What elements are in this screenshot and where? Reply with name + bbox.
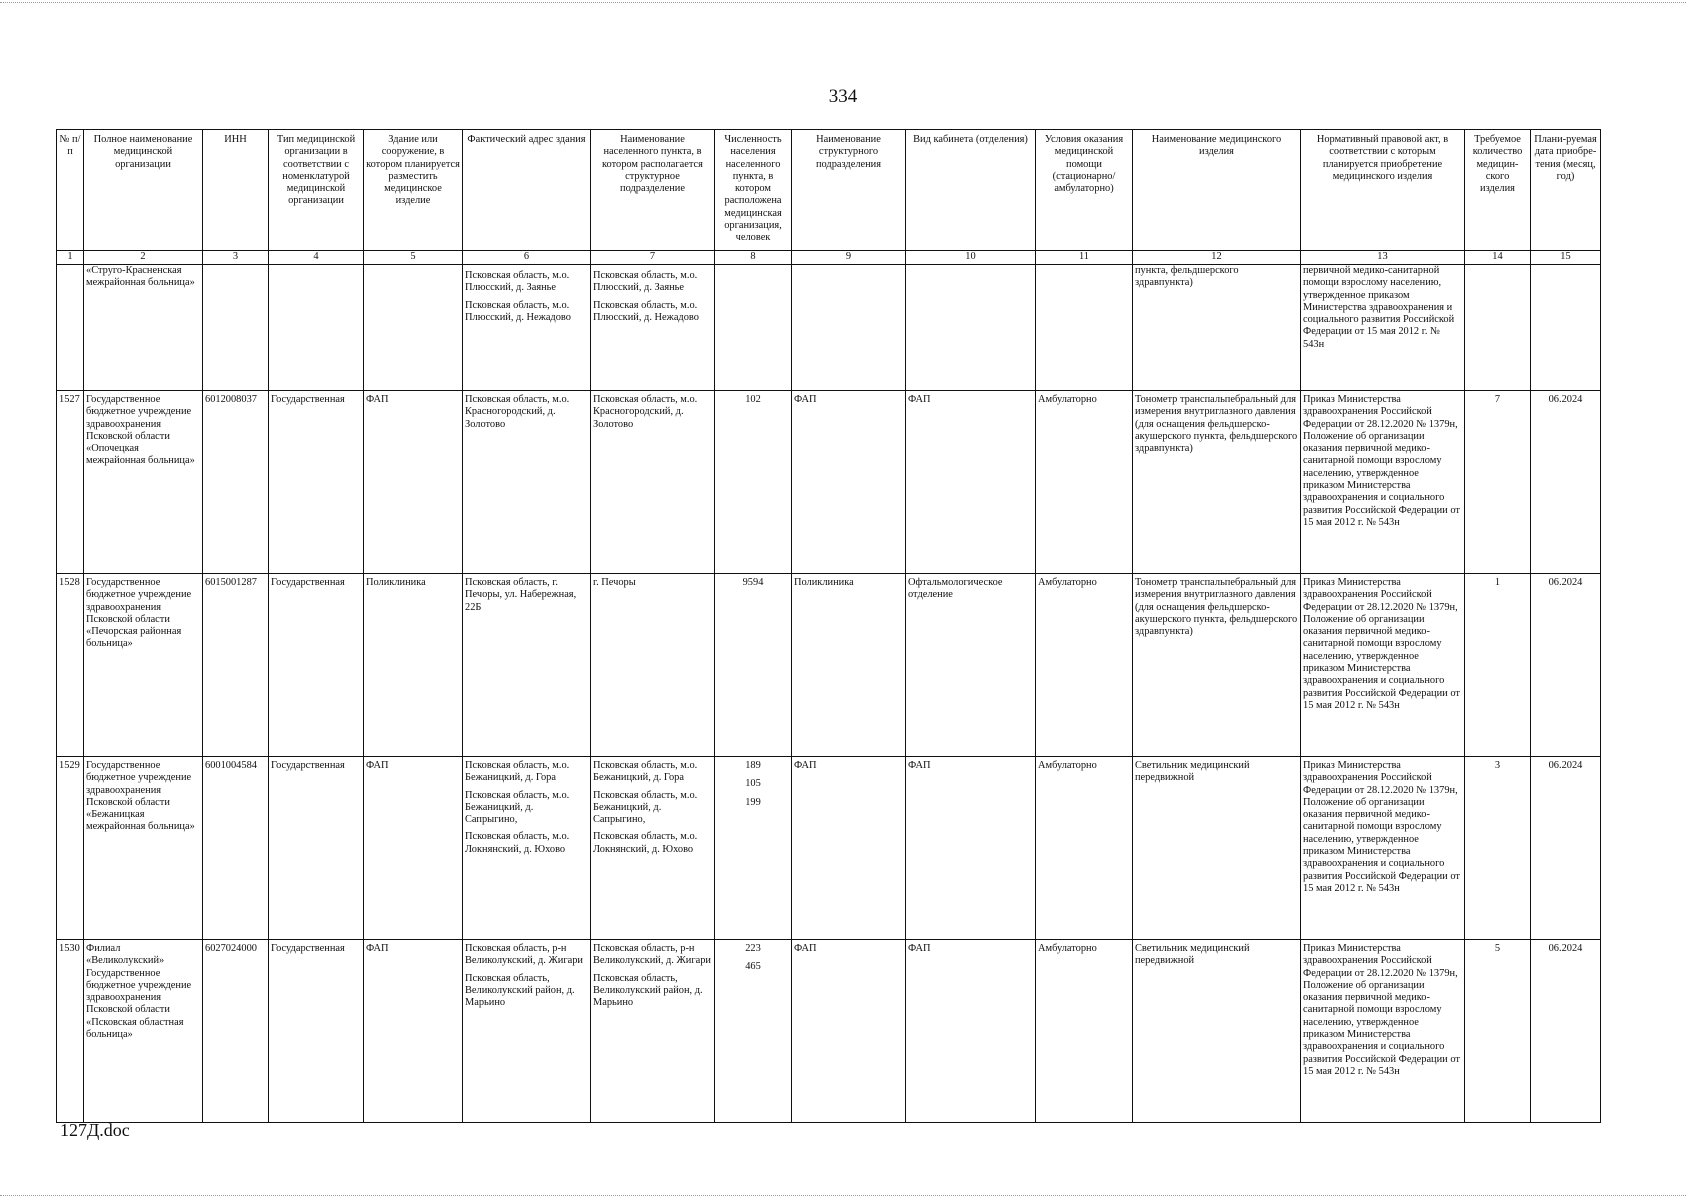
locality-line: Псковская область, м.о. Плюсский, д. Нежадово — [593, 299, 699, 323]
column-number: 12 — [1133, 251, 1301, 265]
cell-addr — [463, 265, 591, 391]
cell-locality — [591, 391, 715, 574]
population-value: 105 — [745, 778, 761, 790]
header-cell: Вид кабинета (отделения) — [906, 130, 1036, 251]
population-value: 102 — [745, 394, 761, 405]
population-value: 189 — [745, 760, 761, 771]
cell-act: Приказ Министерства здравоохранения Российской Федерации от 28.12.2020 № 1379н, Положение об организации оказания первичной медико-санитарной помощи взрослому населению, утвержденное приказом Министерства здравоохранения и социального развития Российской Федерации от 15 мая 2012 г. № 543н — [1301, 391, 1465, 574]
cell-unit: Поликлиника — [792, 574, 906, 757]
cell-addr — [463, 940, 591, 1123]
locality-line: Псковская область, м.о. Плюсский, д. Заянье — [593, 270, 698, 294]
cell-act: Приказ Министерства здравоохранения Российской Федерации от 28.12.2020 № 1379н, Положение об организации оказания первичной медико-санитарной помощи взрослому населению, утвержденное приказом Министерства здравоохранения и социального развития Российской Федерации от 15 мая 2012 г. № 543н — [1301, 574, 1465, 757]
cell-act: Приказ Министерства здравоохранения Российской Федерации от 28.12.2020 № 1379н, Положение об организации оказания первичной медико-санитарной помощи взрослому населению, утвержденное приказом Министерства здравоохранения и социального развития Российской Федерации от 15 мая 2012 г. № 543н — [1301, 757, 1465, 940]
column-number: 14 — [1465, 251, 1531, 265]
cell-device: пункта, фельдшерского здравпункта) — [1133, 265, 1301, 391]
header-cell: Тип медицинской организации в соответствии с номенклатурой медицинской организации — [269, 130, 364, 251]
column-number: 15 — [1531, 251, 1601, 265]
locality-line: Псковская область, м.о. Бежаницкий, д. Сапрыгино, — [593, 789, 698, 826]
column-number: 7 — [591, 251, 715, 265]
header-cell: № п/п — [57, 130, 84, 251]
cell-type: Государственная — [269, 940, 364, 1123]
cell-inn: 6015001287 — [203, 574, 269, 757]
column-number: 5 — [364, 251, 463, 265]
locality-line: Псковская область, р-н Великолукский, д. Жигари — [593, 943, 711, 967]
address-line: Псковская область, м.о. Плюсский, д. Нежадово — [465, 299, 571, 323]
cell-population — [715, 757, 792, 940]
table-row-continuation — [57, 265, 1601, 391]
column-number: 9 — [792, 251, 906, 265]
cell-type: Государственная — [269, 391, 364, 574]
cell-device: Светильник медицинский передвижной — [1133, 757, 1301, 940]
header-cell: Полное наименование медицинской организации — [84, 130, 203, 251]
address-line: Псковская область, р-н Великолукский, д. Жигари — [465, 943, 583, 967]
cell-type: Государственная — [269, 574, 364, 757]
cell-inn — [203, 265, 269, 391]
cell-conditions — [1036, 265, 1133, 391]
header-cell: Численность населения населенного пункта, в котором расположена медицинская организация, человек — [715, 130, 792, 251]
header-cell: Фактический адрес здания — [463, 130, 591, 251]
column-number: 2 — [84, 251, 203, 265]
column-number: 11 — [1036, 251, 1133, 265]
cell-qty — [1465, 265, 1531, 391]
header-cell: Требуемое количество медицин-ского изделия — [1465, 130, 1531, 251]
cell-qty: 5 — [1465, 940, 1531, 1123]
cell-act: первичной медико-санитарной помощи взрослому населению, утвержденное приказом Министерства здравоохранения и социального развития Российской Федерации от 15 мая 2012 г. № 543н — [1301, 265, 1465, 391]
locality-line: Псковская область, м.о. Локнянский, д. Юхово — [593, 831, 698, 855]
address-line: Псковская область, м.о. Красногородский, д. Золотово — [465, 394, 570, 430]
cell-num: 1529 — [57, 757, 84, 940]
cell-inn: 6027024000 — [203, 940, 269, 1123]
cell-room: ФАП — [906, 757, 1036, 940]
cell-addr — [463, 757, 591, 940]
cell-conditions: Амбулаторно — [1036, 574, 1133, 757]
cell-locality — [591, 265, 715, 391]
header-row — [57, 130, 1601, 251]
cell-unit: ФАП — [792, 757, 906, 940]
cell-inn: 6012008037 — [203, 391, 269, 574]
column-number-row — [57, 251, 1601, 265]
registry-table — [56, 129, 1601, 1123]
address-line: Псковская область, м.о. Плюсский, д. Заянье — [465, 270, 570, 294]
cell-act: Приказ Министерства здравоохранения Российской Федерации от 28.12.2020 № 1379н, Положение об организации оказания первичной медико-санитарной помощи взрослому населению, утвержденное приказом Министерства здравоохранения и социального развития Российской Федерации от 15 мая 2012 г. № 543н — [1301, 940, 1465, 1123]
cell-org: Государственное бюджетное учреждение здравоохранения Псковской области «Бежаницкая межрайонная больница» — [84, 757, 203, 940]
header-cell: Наименование медицинского изделия — [1133, 130, 1301, 251]
column-number: 6 — [463, 251, 591, 265]
cell-conditions: Амбулаторно — [1036, 391, 1133, 574]
cell-org: Филиал «Великолукский» Государственное бюджетное учреждение здравоохранения Псковской области «Псковская областная больница» — [84, 940, 203, 1123]
address-line: Псковская область, г. Печоры, ул. Набережная, 22Б — [465, 577, 577, 613]
cell-locality — [591, 574, 715, 757]
address-line: Псковская область, м.о. Локнянский, д. Юхово — [465, 831, 570, 855]
page-number: 334 — [828, 86, 858, 107]
cell-addr — [463, 391, 591, 574]
scan-edge-top — [0, 2, 1686, 3]
cell-unit: ФАП — [792, 940, 906, 1123]
cell-building: ФАП — [364, 391, 463, 574]
column-number: 13 — [1301, 251, 1465, 265]
cell-qty: 7 — [1465, 391, 1531, 574]
population-value: 223 — [745, 943, 761, 954]
cell-room: ФАП — [906, 940, 1036, 1123]
locality-line: Псковская область, Великолукский район, д. Марьино — [593, 972, 703, 1009]
cell-device: Тонометр транспальпебральный для измерения внутриглазного давления (для оснащения фельдшерско-акушерского пункта, фельдшерского здравпункта) — [1133, 574, 1301, 757]
cell-qty: 3 — [1465, 757, 1531, 940]
cell-locality — [591, 940, 715, 1123]
cell-addr — [463, 574, 591, 757]
cell-building: Поликлиника — [364, 574, 463, 757]
cell-building: ФАП — [364, 940, 463, 1123]
cell-room — [906, 265, 1036, 391]
cell-population — [715, 940, 792, 1123]
cell-device: Светильник медицинский передвижной — [1133, 940, 1301, 1123]
address-line: Псковская область, Великолукский район, д. Марьино — [465, 972, 575, 1009]
header-cell: Нормативный правовой акт, в соответствии с которым планируется приобретение медицинского изделия — [1301, 130, 1465, 251]
column-number: 1 — [57, 251, 84, 265]
population-value: 199 — [745, 796, 761, 808]
scan-edge-bottom — [0, 1195, 1686, 1196]
cell-num: 1527 — [57, 391, 84, 574]
cell-org: Государственное бюджетное учреждение здравоохранения Псковской области «Опочецкая межрайонная больница» — [84, 391, 203, 574]
locality-line: г. Печоры — [593, 577, 636, 588]
footer-filename: 127Д.doc — [60, 1120, 130, 1140]
cell-population — [715, 391, 792, 574]
cell-conditions: Амбулаторно — [1036, 757, 1133, 940]
column-number: 10 — [906, 251, 1036, 265]
table-row — [57, 391, 1601, 574]
column-number: 3 — [203, 251, 269, 265]
cell-type: Государственная — [269, 757, 364, 940]
table-row — [57, 574, 1601, 757]
population-value: 9594 — [742, 577, 764, 588]
header-cell: Наименование структурного подразделения — [792, 130, 906, 251]
header-cell: Наименование населенного пункта, в котором располагается структурное подразделение — [591, 130, 715, 251]
cell-device: Тонометр транспальпебральный для измерения внутриглазного давления (для оснащения фельдшерско-акушерского пункта, фельдшерского здравпункта) — [1133, 391, 1301, 574]
cell-org: «Струго-Красненская межрайонная больница» — [84, 265, 203, 391]
cell-unit — [792, 265, 906, 391]
cell-date: 06.2024 — [1531, 940, 1601, 1123]
header-cell: ИНН — [203, 130, 269, 251]
cell-qty: 1 — [1465, 574, 1531, 757]
cell-num: 1528 — [57, 574, 84, 757]
cell-inn: 6001004584 — [203, 757, 269, 940]
cell-population — [715, 265, 792, 391]
header-cell: Здание или сооружение, в котором планируется разместить медицинское изделие — [364, 130, 463, 251]
header-cell: Условия оказания медицинской помощи (стационарно/ амбулаторно) — [1036, 130, 1133, 251]
cell-date: 06.2024 — [1531, 757, 1601, 940]
column-number: 8 — [715, 251, 792, 265]
cell-type — [269, 265, 364, 391]
table-row — [57, 757, 1601, 940]
cell-num: 1530 — [57, 940, 84, 1123]
cell-date: 06.2024 — [1531, 574, 1601, 757]
header-cell: Плани-руемая дата приобре-тения (месяц, год) — [1531, 130, 1601, 251]
cell-num — [57, 265, 84, 391]
cell-org: Государственное бюджетное учреждение здравоохранения Псковской области «Печорская районная больница» — [84, 574, 203, 757]
locality-line: Псковская область, м.о. Красногородский, д. Золотово — [593, 394, 698, 430]
cell-locality — [591, 757, 715, 940]
address-line: Псковская область, м.о. Бежаницкий, д. Сапрыгино, — [465, 789, 570, 826]
table-row — [57, 940, 1601, 1123]
population-value: 465 — [745, 961, 761, 973]
cell-population — [715, 574, 792, 757]
locality-line: Псковская область, м.о. Бежаницкий, д. Гора — [593, 760, 698, 784]
cell-room: Офтальмологическое отделение — [906, 574, 1036, 757]
cell-date — [1531, 265, 1601, 391]
cell-date: 06.2024 — [1531, 391, 1601, 574]
address-line: Псковская область, м.о. Бежаницкий, д. Гора — [465, 760, 570, 784]
cell-building: ФАП — [364, 757, 463, 940]
cell-unit: ФАП — [792, 391, 906, 574]
cell-building — [364, 265, 463, 391]
column-number: 4 — [269, 251, 364, 265]
cell-room: ФАП — [906, 391, 1036, 574]
cell-conditions: Амбулаторно — [1036, 940, 1133, 1123]
